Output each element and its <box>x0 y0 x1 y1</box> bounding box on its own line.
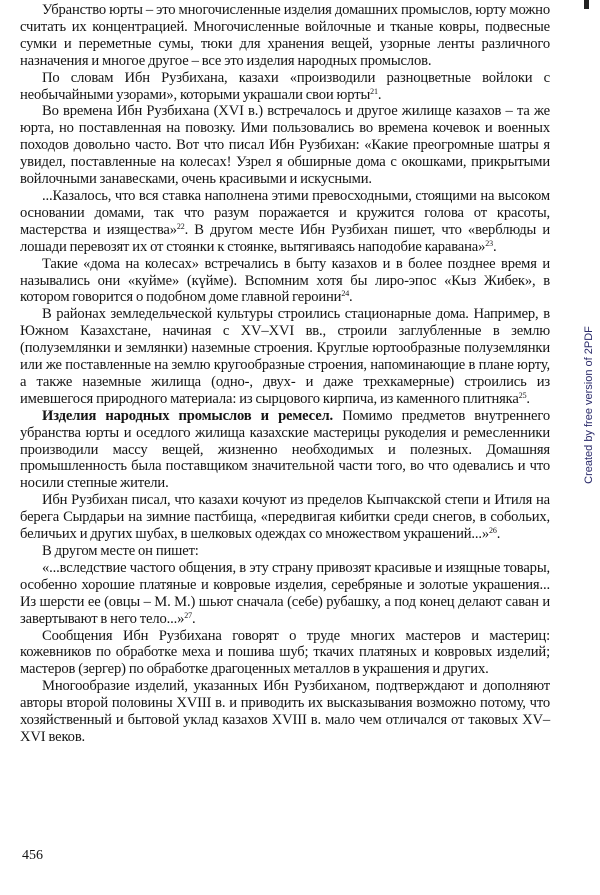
paragraph-text: Ибн Рузбихан писал, что казахи кочуют из пределов Кыпчакской степи и Итиля на берега Сырдарьи на зимние пастбища, «передвигая кибитки среди снегов, в собольих, беличьих и других шубах, в шелковых одеждах со множеством украшений...» <box>20 492 550 543</box>
paragraph-yurt-decoration <box>20 2 550 70</box>
corner-mark <box>584 0 589 9</box>
paragraph-felt-carpets <box>20 70 550 104</box>
paragraph-wagon-yurt <box>20 103 550 188</box>
paragraph-text: Помимо предметов внутреннего убранства юрты и оседлого жилища казахские мастерицы рукоделия и ремесленники производили массу вещей, жизненно необходимых и полезных. Домашняя промышленность была поставщиком значительной части того, во что одевались и что носили степные жители. <box>20 407 550 492</box>
page-number: 456 <box>22 848 43 863</box>
paragraph-text: Такие «дома на колесах» встречались в быту казахов и в более позднее время и назывались они «куйме» (күйме). Вспомним хотя бы лиро-эпос «Кыз Жибек», в котором говорится о подобном доме главной героини <box>20 255 550 306</box>
paragraph-tail: . <box>377 86 382 103</box>
paragraph-text: В другом месте он пишет: <box>42 543 199 559</box>
paragraph-text: ...Казалось, что вся ставка наполнена этими превосходными, стоящими на высоком основании домами, так что разум поражается и кружится голова от красоты, мастерства и изящества» <box>20 187 550 238</box>
paragraph-kuime <box>20 256 550 307</box>
section-heading-inline: Изделия народных промыслов и ремесел. <box>42 407 334 424</box>
paragraph-nomad-migration <box>20 492 550 543</box>
footnote-ref: 21 <box>370 86 378 96</box>
footnote-ref: 25 <box>518 390 527 400</box>
paragraph-tail: . <box>349 289 353 306</box>
paragraph-text: Многообразие изделий, указанных Ибн Рузбиханом, подтверждают и дополняют авторы второй половины XVIII в. и приводить их высказывания возможно потому, что хозяйственный и бытовой уклад казахов XVIII в. мало чем отличался от таковых XV–XVI веков. <box>20 678 550 745</box>
paragraph-masters <box>20 628 550 679</box>
paragraph-text: По словам Ибн Рузбихана, казахи «производили разноцветные войлоки с необычайными узорами», которыми украшали свои юрты <box>20 69 550 103</box>
footnote-ref: 22 <box>176 221 185 231</box>
paragraph-text: Сообщения Ибн Рузбихана говорят о труде многих мастеров и мастериц: кожевников по обработке меха и пошива шуб; ткачих платяных и ковровых изделий; мастеров (зергер) по обработке драгоценных металлов в украшения и других. <box>20 627 550 678</box>
paragraph-stationary-houses <box>20 306 550 407</box>
paragraph-crafts <box>20 408 550 493</box>
paragraph-tail: . <box>526 390 530 407</box>
watermark-text: Created by free version of 2PDF <box>583 326 595 484</box>
paragraph-tail: . <box>496 526 501 543</box>
paragraph-another-place <box>20 543 550 560</box>
paragraph-tail: . <box>191 610 196 627</box>
footnote-ref: 24 <box>341 289 350 299</box>
footnote-ref: 23 <box>485 238 493 248</box>
paragraph-text: Убранство юрты – это многочисленные изделия домашних промыслов, юрту можно считать их концентрацией. Многочисленные войлочные и тканые ковры, подвесные сумки и переметные сумы, тюки для хранения вещей, узорные ленты различного назначения и многое другое – все это изделия народных промыслов. <box>20 2 550 69</box>
paragraph-diversity <box>20 678 550 746</box>
main-text <box>20 2 550 746</box>
paragraph-text: Во времена Ибн Рузбихана (XVI в.) встречалось и другое жилище казахов – та же юрта, но поставленная на повозку. Ими пользовались во времена кочевок и военных походов довольно часто. Вот что писал Ибн Рузбихан: «Какие преогромные шатры я увидел, поставленные на колесах! Узрел я обширные дома с окошками, прикрытыми войлочными занавесками, очень красивыми и искусными. <box>20 103 550 188</box>
paragraph-text: «...вследствие частого общения, в эту страну привозят красивые и изящные товары, особенно хорошие платяные и ковровые изделия, серебряные и золотые украшения... Из шерсти ее (овцы – М. М.) шьют сначала (себе) рубашку, а под конец делают саван и завертывают в него тело...» <box>20 559 550 627</box>
paragraph-text: В районах земледельческой культуры строились стационарные дома. Например, в Южном Казахстане, начиная с XV–XVI вв., строили заглубленные в землю (полуземлянки и землянки) наземные строения. Круглые юртообразные полуземлянки или же поставленные на землю кругообразные строения, напоминающие в плане юрту, а также наземные жилища (одно-, двух- и даже трехкамерные) строились из имевшегося природного материала: из сырцового кирпича, из каменного плитняка <box>20 306 550 407</box>
paragraph-quote-headquarters <box>20 188 550 256</box>
footnote-ref: 26 <box>489 526 497 536</box>
footnote-ref: 27 <box>184 610 192 620</box>
watermark <box>582 200 596 610</box>
paragraph-quote-goods <box>20 560 550 628</box>
paragraph-tail: . <box>492 238 497 255</box>
paragraph-tail: . В другом месте Ибн Рузбихан пишет, что «верблюды и лошади перевозят их от стоянки к стоянке, вытягиваясь наподобие каравана» <box>20 221 550 255</box>
